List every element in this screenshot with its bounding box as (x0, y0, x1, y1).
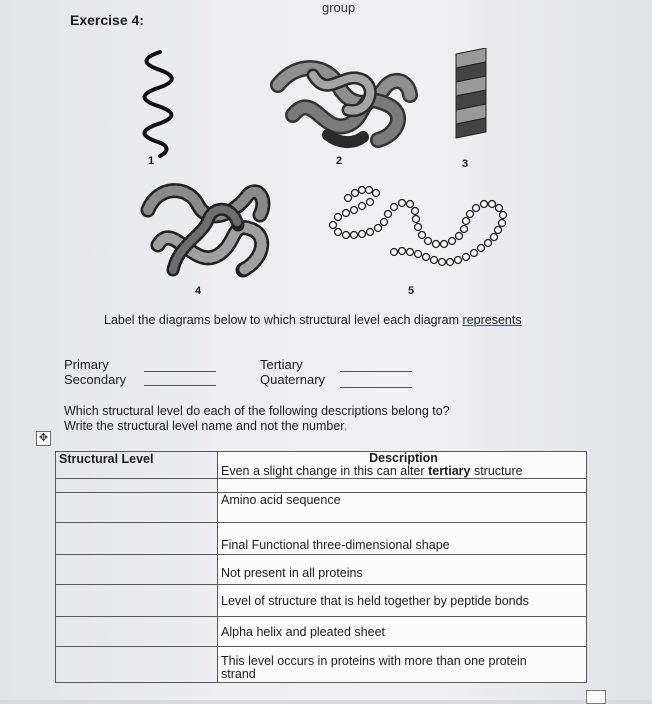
exercise-title: Exercise 4: (70, 12, 144, 28)
diagram-5-label: 5 (408, 285, 415, 297)
row-7-description: This level occurs in proteins with more than one protein strand (218, 647, 587, 683)
blank-line-primary (144, 371, 216, 372)
level-tertiary: Tertiary (260, 357, 303, 372)
diagram-1-helix (130, 48, 180, 158)
row-3-description: Final Functional three-dimensional shape (218, 523, 587, 555)
diagram-3-label: 3 (462, 158, 469, 170)
table-header-row (56, 452, 587, 479)
diagram-3-pleated-sheet (452, 48, 490, 158)
header-description-label: Description (369, 451, 438, 465)
diagram-4-label: 4 (195, 285, 202, 297)
table-row (56, 585, 587, 617)
diagram-1-label: 1 (148, 155, 155, 167)
row-4-description: Not present in all proteins (218, 555, 587, 585)
header-group-text: group (322, 0, 356, 15)
question-line-1: Which structural level do each of the following descriptions belong to? (64, 404, 450, 418)
blank-line-quaternary (340, 387, 412, 388)
row-4-answer-cell[interactable] (56, 555, 218, 585)
table-row (56, 647, 587, 683)
blank-line-secondary (144, 385, 216, 386)
header-structural-level: Structural Level (56, 452, 218, 479)
row-5-answer-cell[interactable] (56, 585, 218, 617)
diagram-5-bead-chain (318, 180, 528, 280)
row-1-spacer (218, 479, 587, 493)
table-row (56, 493, 587, 523)
table-row (56, 617, 587, 647)
row-6-description: Alpha helix and pleated sheet (218, 617, 587, 647)
level-quaternary: Quaternary (260, 372, 326, 387)
row-5-description: Level of structure that is held together by peptide bonds (218, 585, 587, 617)
table-row (56, 479, 587, 493)
table-row (56, 555, 587, 585)
row-1-answer-cell[interactable] (56, 479, 218, 493)
row-1-description: Even a slight change in this can alter tertiary structure (221, 464, 523, 478)
diagram-4-tangled-ribbon (138, 175, 273, 285)
structural-level-table (55, 451, 587, 683)
level-secondary: Secondary (64, 372, 127, 387)
diagram-2-folded-ribbon (268, 55, 418, 150)
row-6-answer-cell[interactable] (56, 617, 218, 647)
move-handle-icon[interactable]: ✥ (36, 431, 51, 446)
row-7-answer-cell[interactable] (56, 647, 218, 683)
instruction-underlined-word: represents (462, 313, 522, 327)
row-2-answer-cell[interactable] (56, 493, 218, 523)
table-row (56, 523, 587, 555)
row-2-description: Amino acid sequence (218, 493, 587, 523)
level-primary: Primary (64, 357, 109, 372)
table-resize-handle[interactable] (586, 690, 606, 704)
header-description (218, 452, 587, 479)
blank-line-tertiary (340, 371, 412, 372)
question-line-2: Write the structural level name and not the number. (64, 419, 348, 433)
row-3-answer-cell[interactable] (56, 523, 218, 555)
diagram-2-label: 2 (336, 155, 343, 167)
instruction-text (104, 313, 522, 327)
instruction-main: Label the diagrams below to which structural level each diagram (104, 313, 463, 327)
